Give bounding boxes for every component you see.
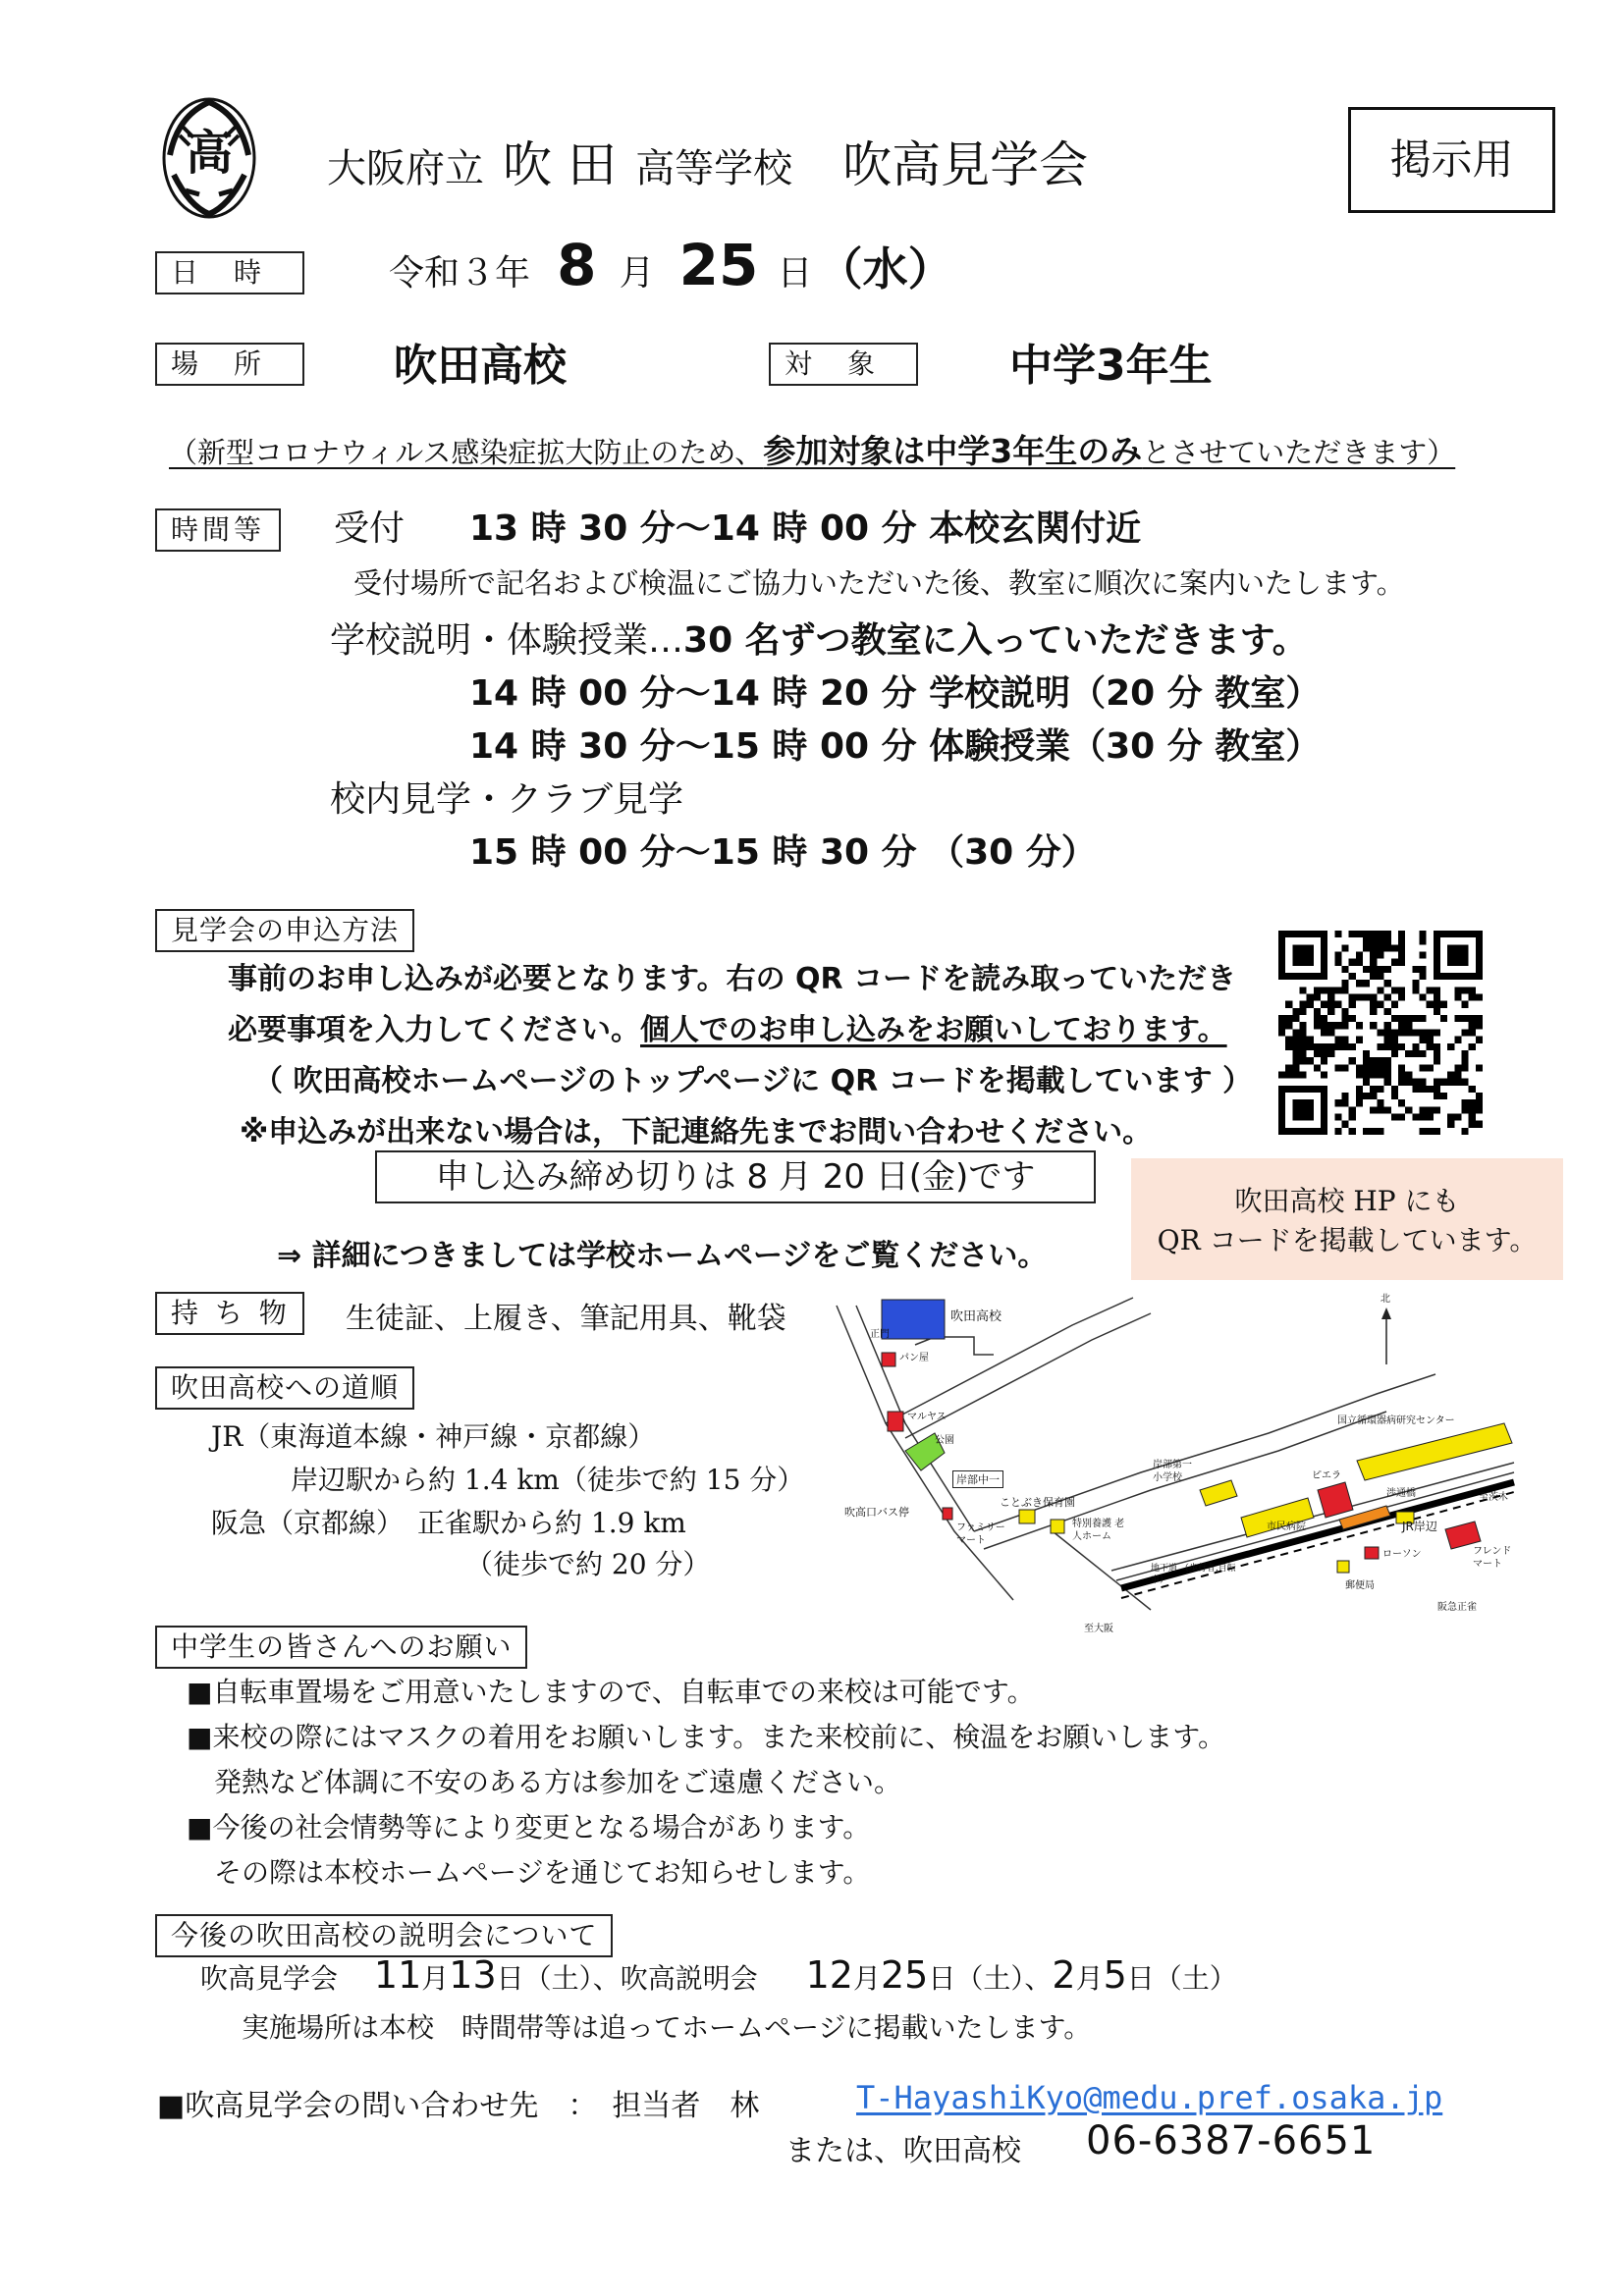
- event-name: 吹高見学会: [842, 136, 1089, 193]
- qr-code[interactable]: [1278, 931, 1483, 1135]
- belongings-value: 生徒証、上履き、筆記用具、靴袋: [346, 1302, 786, 1336]
- tour-title: 校内見学・クラブ見学: [330, 779, 684, 820]
- map-label-bus-stop: 吹高口バス停: [844, 1506, 909, 1519]
- qr-code-icon: [1278, 931, 1483, 1135]
- reception-note: 受付場所で記名および検温にご協力いただいた後、教室に順次に案内いたします。: [353, 566, 1405, 600]
- future-sat-2: （土）: [955, 1962, 1025, 1995]
- schedule-label: 時間等: [155, 508, 281, 552]
- future-info-month-2: 2: [1052, 1953, 1076, 1997]
- access-map: [827, 1286, 1526, 1639]
- access-hankyu-walk: （徒歩で約 20 分）: [465, 1548, 711, 1580]
- deadline-box: [375, 1150, 1096, 1203]
- notice-pre: （新型コロナウィルス感染症拡大防止のため、: [169, 436, 764, 469]
- future-sat-3: （土）: [1154, 1962, 1237, 1995]
- future-info-day-2: 5: [1103, 1953, 1127, 1997]
- place-value: 吹田高校: [394, 341, 567, 391]
- map-label-underpass: 地下道 （歩行者,自転車）: [1151, 1564, 1236, 1585]
- future-day-unit-1: 日: [496, 1962, 524, 1995]
- future-info: 、吹高説明会: [592, 1962, 758, 1995]
- school-emblem: [160, 96, 258, 220]
- application-line1: 事前のお申し込みが必要となります。右の QR コードを読み取っていただき: [228, 962, 1237, 996]
- event-date: [389, 232, 953, 298]
- future-tour-day: 13: [449, 1953, 497, 1997]
- slot-trial-class: 14 時 30 分～15 時 00 分 体験授業（30 分 教室）: [469, 726, 1322, 767]
- map-label-hoikuen: ことぶき保育園: [1000, 1496, 1075, 1509]
- access-jr-line: JR（東海道本線・神戸線・京都線）: [211, 1420, 656, 1453]
- map-label-bakery: パン屋: [899, 1353, 929, 1363]
- notice-bold: 参加対象は中学3年生のみ: [763, 432, 1143, 470]
- date-weekday: （水）: [817, 242, 953, 295]
- session-title: 学校説明・体験授業…: [330, 620, 684, 661]
- qr-note: [1131, 1158, 1563, 1280]
- map-lawson: [1365, 1547, 1379, 1559]
- map-label-to-ibaraki: 至茨木: [1479, 1492, 1508, 1503]
- future-day-unit-2: 日: [928, 1962, 956, 1995]
- slot-explanation: 14 時 00 分～14 時 20 分 学校説明（20 分 教室）: [469, 673, 1322, 714]
- map-elementary: [1200, 1480, 1237, 1506]
- page-title: [327, 126, 1088, 196]
- access-jr-station: 岸辺駅から約 1.4 km（徒歩で約 15 分）: [291, 1464, 805, 1496]
- map-post-office: [1337, 1561, 1349, 1573]
- deadline-text: 申し込み締め切りは 8 月 20 日(金)です: [435, 1157, 1036, 1197]
- reception-label: 受付: [334, 508, 406, 549]
- homepage-note: ⇒ 詳細につきましては学校ホームページをご覧ください。: [277, 1239, 1048, 1273]
- date-month-unit: 月: [619, 253, 655, 294]
- future-month-unit-3: 月: [1075, 1962, 1104, 1995]
- future-tour-month: 11: [373, 1953, 422, 1997]
- map-maruyasu: [888, 1412, 903, 1431]
- application-line2-pre: 必要事項を入力してください。: [228, 1013, 640, 1047]
- map-label-to-shojaku: 阪急正雀: [1437, 1602, 1477, 1613]
- place-label: 場 所: [155, 343, 304, 386]
- request-item-3b: その際は本校ホームページを通じてお知らせします。: [214, 1856, 871, 1889]
- map-label-jr-kishibe: JR岸辺: [1402, 1520, 1437, 1533]
- map-label-ncvc: 国立循環器病研究センター: [1337, 1415, 1455, 1426]
- map-ncvc: [1357, 1423, 1512, 1480]
- map-label-friend-mart: フレンド マート: [1473, 1546, 1512, 1570]
- map-label-overpass: 渉通橋: [1386, 1488, 1416, 1499]
- future-label: 今後の吹田高校の説明会について: [155, 1914, 613, 1957]
- map-nursing-home: [1051, 1520, 1064, 1533]
- map-hoikuen: [1019, 1510, 1035, 1523]
- future-day-unit-3: 日: [1126, 1962, 1155, 1995]
- contact-label: ■吹高見学会の問い合わせ先 ： 担当者 林: [157, 2089, 760, 2123]
- request-item-2b: 発熱など体調に不安のある方は参加をご遠慮ください。: [214, 1766, 902, 1798]
- slot-tour: 15 時 00 分～15 時 30 分 （30 分）: [469, 832, 1097, 873]
- access-label: 吹田高校への道順: [155, 1366, 414, 1410]
- application-line2-bold: 個人でのお申し込みをお願いしております。: [640, 1013, 1227, 1047]
- emblem-char: 高: [185, 126, 233, 181]
- school-name: 吹 田: [503, 136, 617, 193]
- session-line: [330, 613, 1308, 663]
- future-sat-1: （土）: [523, 1962, 593, 1995]
- qr-note-line1: 吹田高校 HP にも: [1234, 1185, 1460, 1217]
- map-label-maruyasu: マルヤス: [907, 1412, 947, 1422]
- map-label-nursing-home: 特別養護 老人ホーム: [1072, 1519, 1125, 1542]
- application-line4: ※申込みが出来ない場合は，下記連絡先までお問い合わせください。: [240, 1115, 1153, 1149]
- access-hankyu: 阪急（京都線） 正雀駅から約 1.9 km: [211, 1507, 686, 1539]
- notice-badge: 掲示用: [1348, 107, 1555, 213]
- contact-or-school: または、吹田高校: [785, 2134, 1021, 2168]
- application-line2: [228, 1005, 1227, 1048]
- future-dates: [200, 1953, 1237, 1997]
- date-day-unit: 日: [777, 253, 813, 294]
- request-item-3: ■今後の社会情勢等により変更となる場合があります。: [187, 1811, 871, 1843]
- school-suffix: 高等学校: [635, 146, 793, 191]
- notice-post: とさせていただきます）: [1142, 436, 1456, 469]
- map-label-school: 吹田高校: [950, 1309, 1002, 1324]
- future-info-day-1: 25: [880, 1953, 929, 1997]
- contact-email-link[interactable]: T-HayashiKyo@medu.pref.osaka.jp: [856, 2079, 1443, 2116]
- target-label: 対 象: [769, 343, 918, 386]
- map-label-north: 北: [1380, 1294, 1390, 1305]
- map-label-kishibe-chu: 岸部中一: [952, 1470, 1003, 1488]
- map-label-shomon: 正門: [870, 1329, 890, 1340]
- future-month-unit-2: 月: [852, 1962, 881, 1995]
- school-prefix: 大阪府立: [327, 146, 484, 191]
- map-label-city-hospital: 市民病院: [1267, 1522, 1306, 1532]
- application-line3: （ 吹田高校ホームページのトップページに QR コードを掲載しています ）: [253, 1064, 1253, 1098]
- map-bakery: [882, 1353, 895, 1366]
- future-sep: 、: [1024, 1962, 1053, 1995]
- belongings-label: 持 ち 物: [155, 1292, 304, 1335]
- target-value: 中学3年生: [1009, 341, 1213, 391]
- map-label-lawson: ローソン: [1382, 1549, 1422, 1560]
- map-piera: [1318, 1482, 1353, 1518]
- contact-phone: 06-6387-6651: [1086, 2118, 1377, 2163]
- date-day: 25: [678, 232, 759, 298]
- future-note: 実施場所は本校 時間帯等は追ってホームページに掲載いたします。: [242, 2011, 1092, 2044]
- date-label: 日 時: [155, 251, 304, 294]
- map-school-building: [882, 1300, 945, 1339]
- reception-value: 13 時 30 分～14 時 00 分 本校玄関付近: [469, 508, 1142, 549]
- future-tour: 吹高見学会: [200, 1962, 339, 1995]
- future-month-unit-1: 月: [421, 1962, 450, 1995]
- date-month: 8: [557, 232, 597, 298]
- application-label: 見学会の申込方法: [155, 909, 414, 952]
- map-bus-stop: [943, 1508, 952, 1520]
- covid-notice: [169, 426, 1455, 472]
- map-label-elementary: 岸部第一 小学校: [1153, 1460, 1192, 1483]
- qr-note-line2: QR コードを掲載しています。: [1157, 1224, 1538, 1256]
- map-label-piera: ピエラ: [1312, 1470, 1341, 1481]
- date-era: 令和３年: [389, 253, 531, 294]
- request-item-2: ■来校の際にはマスクの着用をお願いします。また来校前に、検温をお願いします。: [187, 1721, 1225, 1753]
- map-label-post-office: 郵便局: [1345, 1580, 1375, 1591]
- map-label-to-osaka: 至大阪: [1084, 1624, 1113, 1634]
- requests-label: 中学生の皆さんへのお願い: [155, 1626, 527, 1669]
- map-label-family-mart: ファミリー マート: [956, 1522, 1005, 1546]
- session-note: 30 名ずつ教室に入っていただきます。: [683, 620, 1308, 661]
- request-item-1: ■自転車置場をご用意いたしますので、自転車での来校は可能です。: [187, 1676, 1035, 1708]
- map-label-park: 公園: [935, 1435, 954, 1446]
- future-info-month-1: 12: [805, 1953, 853, 1997]
